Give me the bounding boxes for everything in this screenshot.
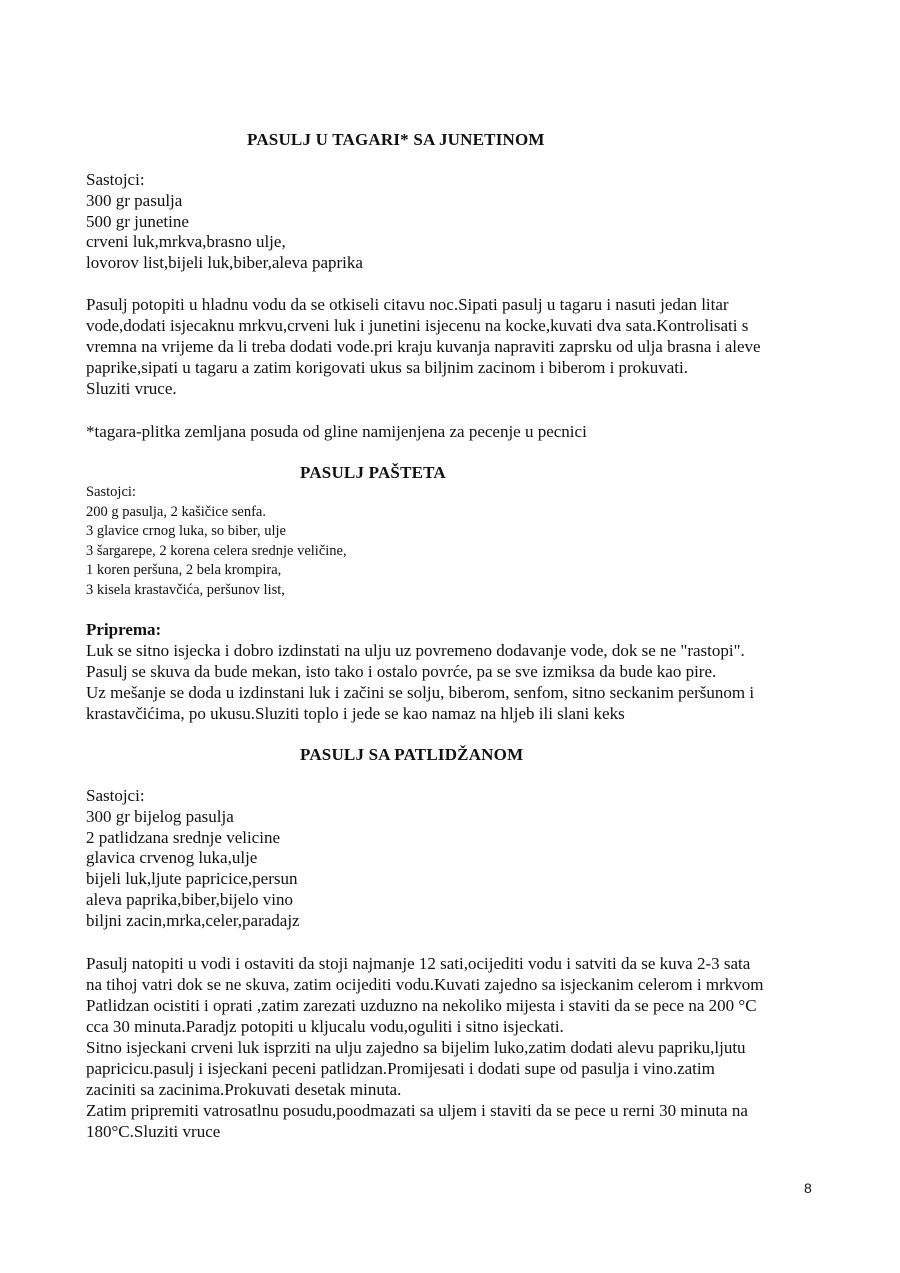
- ingredient-item: glavica crvenog luka,ulje: [86, 848, 258, 868]
- ingredient-item: aleva paprika,biber,bijelo vino: [86, 889, 294, 909]
- ingredient-item: biljni zacin,mrka,celer,paradajz: [86, 910, 300, 930]
- ingredient-item: crveni luk,mrkva,brasno ulje,: [86, 232, 286, 252]
- ingredient-item: bijeli luk,ljute papricice,persun: [86, 869, 298, 889]
- ingredients-patlidzan: [86, 786, 826, 932]
- instruction-line: vode,dodati isjecaknu mrkvu,crveni luk i junetini isjecenu na kocke,kuvati dva sata.Kontrolisati s: [86, 316, 749, 335]
- ingredient-item: 3 šargarepe, 2 korena celera srednje veličine,: [86, 542, 347, 559]
- instruction-line: na tihoj vatri dok se ne skuva, zatim ocijediti vodu.Kuvati zajedno sa isjeckanim celerom i mrkvom: [86, 975, 764, 994]
- instruction-line: Sitno isjeckani crveni luk isprziti na ulju zajedno sa bijelim luko,zatim dodati alevu papriku,ljutu: [86, 1038, 746, 1057]
- instruction-line: vremna na vrijeme da li treba dodati vode.pri kraju kuvanja napraviti zaprsku od ulja brasna i aleve: [86, 337, 761, 356]
- footnote: [86, 421, 826, 442]
- ingredient-item: 2 patlidzana srednje velicine: [86, 827, 280, 847]
- ingredient-item: 1 koren peršuna, 2 bela krompira,: [86, 562, 282, 579]
- preparation-heading: [86, 620, 826, 641]
- recipe-title-patlidzan: PASULJ SA PATLIDŽANOM: [300, 745, 524, 764]
- instruction-line: Zatim pripremiti vatrosatlnu posudu,poodmazati sa uljem i staviti da se pece u rerni 30 minuta na: [86, 1101, 748, 1120]
- ingredient-item: 300 gr bijelog pasulja: [86, 806, 234, 826]
- instruction-line: Patlidzan ocistiti i oprati ,zatim zarezati uzduzno na nekoliko mijesta i staviti da se pece na 200 °C: [86, 996, 757, 1015]
- instruction-line: Uz mešanje se doda u izdinstani luk i začini se solju, biberom, senfom, sitno seckanim peršunom i: [86, 683, 755, 702]
- ingredient-item: 200 g pasulja, 2 kašičice senfa.: [86, 503, 266, 520]
- preparation-label: Priprema:: [86, 620, 162, 639]
- recipe-title-tagara: PASULJ U TAGARI* SA JUNETINOM: [247, 130, 545, 149]
- instruction-line: Pasulj se skuva da bude mekan, isto tako i ostalo povrće, pa se sve izmiksa da bude kao pire.: [86, 662, 717, 681]
- ingredient-item: 300 gr pasulja: [86, 190, 183, 210]
- instruction-line: krastavčićima, po ukusu.Sluziti toplo i jede se kao namaz na hljeb ili slani keks: [86, 704, 625, 723]
- instruction-line: Pasulj natopiti u vodi i ostaviti da stoji najmanje 12 sati,ocijediti vodu i satviti da se kuva 2-3 sata: [86, 954, 751, 973]
- instruction-line: papricicu.pasulj i isjeckani peceni patlidzan.Promijesati i dodati supe od pasulja i vino.zatim: [86, 1059, 715, 1078]
- ingredients-label: Sastojci:: [86, 786, 145, 805]
- instruction-line: cca 30 minuta.Paradjz potopiti u kljucalu vodu,oguliti i sitno isjeckati.: [86, 1017, 564, 1036]
- ingredient-item: 3 kisela krastavčića, peršunov list,: [86, 581, 285, 598]
- ingredients-label: Sastojci:: [86, 484, 136, 500]
- instructions-patlidzan: [86, 953, 826, 1142]
- instruction-line: Sluziti vruce.: [86, 379, 177, 398]
- footnote-text: *tagara-plitka zemljana posuda od gline namijenjena za pecenje u pecnici: [86, 422, 587, 441]
- instructions-tagara: [86, 294, 826, 399]
- instruction-line: 180°C.Sluziti vruce: [86, 1122, 221, 1141]
- ingredient-item: 500 gr junetine: [86, 211, 189, 231]
- ingredients-tagara: [86, 170, 826, 274]
- instructions-pasteta: [86, 640, 826, 724]
- instruction-line: paprike,sipati u tagaru a zatim korigovati ukus sa biljnim zacinom i biberom i prokuvati.: [86, 358, 688, 377]
- ingredient-item: lovorov list,bijeli luk,biber,aleva paprika: [86, 253, 363, 273]
- recipe-title-pasteta: PASULJ PAŠTETA: [300, 463, 446, 482]
- instruction-line: zaciniti sa zacinima.Prokuvati desetak minuta.: [86, 1080, 402, 1099]
- page-number: 8: [804, 1180, 812, 1196]
- ingredient-item: 3 glavice crnog luka, so biber, ulje: [86, 523, 286, 540]
- instruction-line: Pasulj potopiti u hladnu vodu da se otkiseli citavu noc.Sipati pasulj u tagaru i nasuti jedan litar: [86, 295, 729, 314]
- ingredients-pasteta: [86, 483, 826, 601]
- ingredients-label: Sastojci:: [86, 170, 145, 189]
- instruction-line: Luk se sitno isjecka i dobro izdinstati na ulju uz povremeno dodavanje vode, dok se ne "rastopi".: [86, 641, 745, 660]
